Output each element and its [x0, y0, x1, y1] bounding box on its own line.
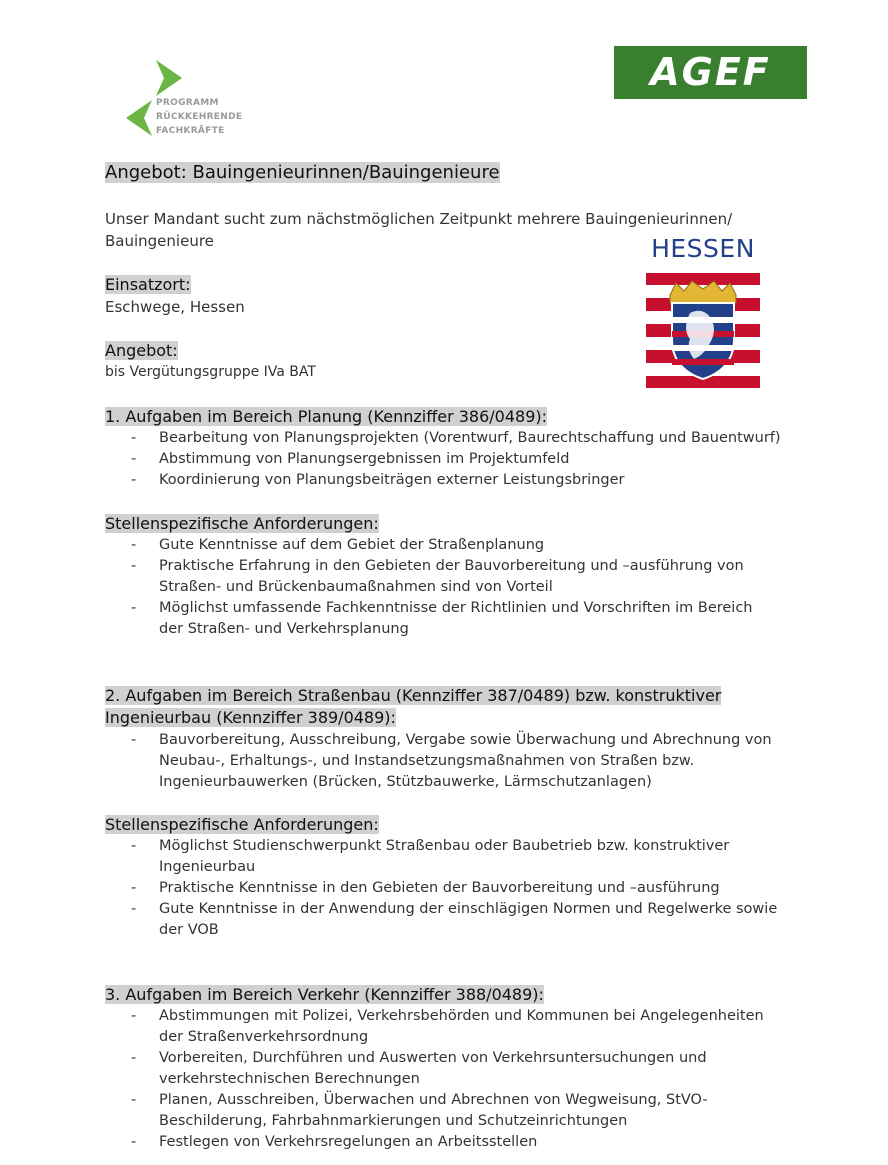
section2-heading-line2: Ingenieurbau (Kennziffer 389/0489):: [105, 708, 396, 727]
list-item: [105, 598, 795, 640]
list-item-line: - Koordinierung von Planungsbeiträgen externer Leistungsbringer: [159, 472, 625, 488]
list-item: [105, 535, 795, 556]
program-logo-line3: FACHKRÄFTE: [156, 126, 225, 136]
intro-line: Unser Mandant sucht zum nächstmöglichen Zeitpunkt mehrere Bauingenieurinnen/: [105, 210, 733, 228]
list-item-line: Neubau-, Erhaltungs-, und Instandsetzungsmaßnahmen von Straßen bzw.: [159, 753, 695, 769]
intro-line: Bauingenieure: [105, 232, 214, 250]
list-item: [105, 556, 795, 598]
section3-heading-block: [105, 984, 795, 1006]
section1-req-heading: Stellenspezifische Anforderungen:: [105, 514, 379, 533]
page-title: Angebot: Bauingenieurinnen/Bauingenieure: [105, 162, 500, 183]
list-item: [105, 428, 795, 449]
list-item-line: - Möglichst umfassende Fachkenntnisse der Richtlinien und Vorschriften im Bereich: [159, 600, 753, 616]
angebot-block: [105, 340, 795, 382]
section1-req-heading-block: [105, 513, 795, 535]
list-item-line: - Praktische Erfahrung in den Gebieten der Bauvorbereitung und –ausführung von: [159, 558, 744, 574]
angebot-label: Angebot:: [105, 341, 178, 360]
list-item-line: Ingenieurbauwerken (Brücken, Stützbauwerke, Lärmschutzanlagen): [159, 774, 652, 790]
agef-logo: AGEF: [614, 46, 807, 99]
intro-text: [105, 208, 795, 252]
section3-heading: 3. Aufgaben im Bereich Verkehr (Kennziffer 388/0489):: [105, 985, 544, 1004]
section1-task-list: [105, 428, 795, 491]
list-item-line: Beschilderung, Fahrbahnmarkierungen und Schutzeinrichtungen: [159, 1113, 628, 1129]
einsatzort-label: Einsatzort:: [105, 275, 191, 294]
list-item-line: der Straßen- und Verkehrsplanung: [159, 621, 409, 637]
section2-requirements-list: [105, 836, 795, 941]
list-item-line: der Straßenverkehrsordnung: [159, 1029, 369, 1045]
angebot-value: bis Vergütungsgruppe IVa BAT: [105, 364, 316, 380]
section2-heading-block: [105, 685, 795, 729]
section1-heading: 1. Aufgaben im Bereich Planung (Kennziffer 386/0489):: [105, 407, 548, 426]
list-item-line: - Möglichst Studienschwerpunkt Straßenbau oder Baubetrieb bzw. konstruktiver: [159, 838, 730, 854]
einsatzort-value: Eschwege, Hessen: [105, 298, 245, 316]
list-item-line: - Vorbereiten, Durchführen und Auswerten von Verkehrsuntersuchungen und: [159, 1050, 707, 1066]
list-item-line: - Abstimmungen mit Polizei, Verkehrsbehörden und Kommunen bei Angelegenheiten: [159, 1008, 764, 1024]
hessen-wordmark: HESSEN: [651, 234, 755, 263]
section2-heading-line1: 2. Aufgaben im Bereich Straßenbau (Kennziffer 387/0489) bzw. konstruktiver: [105, 686, 722, 705]
list-item-line: - Gute Kenntnisse auf dem Gebiet der Straßenplanung: [159, 537, 545, 553]
section1-requirements-list: [105, 535, 795, 640]
list-item-line: der VOB: [159, 922, 219, 938]
list-item: [105, 878, 795, 899]
list-item: [105, 1048, 795, 1090]
list-item-line: - Abstimmung von Planungsergebnissen im Projektumfeld: [159, 451, 570, 467]
program-logo-line1: PROGRAMM: [156, 98, 219, 108]
program-logo-line2: RÜCKKEHRENDE: [156, 112, 243, 122]
page-title-block: [105, 160, 795, 186]
list-item-line: verkehrstechnischen Berechnungen: [159, 1071, 420, 1087]
einsatzort-block: [105, 274, 795, 318]
list-item-line: - Planen, Ausschreiben, Überwachen und Abrechnen von Wegweisung, StVO-: [159, 1092, 708, 1108]
list-item-line: - Bauvorbereitung, Ausschreibung, Vergabe sowie Überwachung und Abrechnung von: [159, 732, 772, 748]
list-item-line: Ingenieurbau: [159, 859, 256, 875]
list-item: [105, 449, 795, 470]
list-item: [105, 730, 795, 793]
list-item: [105, 899, 795, 941]
section2-req-heading-block: [105, 814, 795, 836]
list-item: [105, 1132, 795, 1153]
list-item: [105, 470, 795, 491]
list-item-line: - Bearbeitung von Planungsprojekten (Vorentwurf, Baurechtschaffung und Bauentwurf): [159, 430, 781, 446]
list-item: [105, 1090, 795, 1132]
section2-task-list: [105, 730, 795, 793]
list-item: [105, 836, 795, 878]
program-logo: [126, 58, 256, 142]
list-item-line: Straßen- und Brückenbaumaßnahmen sind von Vorteil: [159, 579, 553, 595]
list-item-line: - Gute Kenntnisse in der Anwendung der einschlägigen Normen und Regelwerke sowie: [159, 901, 778, 917]
list-item-line: - Praktische Kenntnisse in den Gebieten der Bauvorbereitung und –ausführung: [159, 880, 720, 896]
section1-heading-block: [105, 406, 795, 428]
section3-task-list: [105, 1006, 795, 1153]
list-item-line: - Festlegen von Verkehrsregelungen an Arbeitsstellen: [159, 1134, 538, 1150]
section2-req-heading: Stellenspezifische Anforderungen:: [105, 815, 379, 834]
list-item: [105, 1006, 795, 1048]
